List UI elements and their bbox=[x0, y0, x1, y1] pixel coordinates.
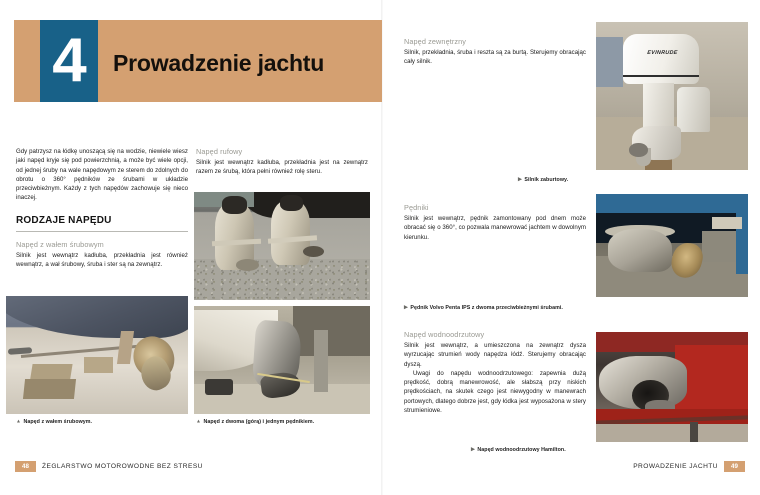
left-footer-title: ŻEGLARSTWO MOTOROWODNE BEZ STRESU bbox=[42, 463, 203, 470]
waterjet-caption-text: Napęd wodnoodrzutowy Hamilton. bbox=[477, 447, 566, 453]
pods-heading: Pędniki bbox=[404, 203, 429, 212]
right-page-number: 49 bbox=[731, 463, 738, 470]
outboard-paragraph bbox=[404, 48, 586, 67]
intro-text: Gdy patrzysz na łódkę unoszącą się na wodzie, niewiele wiesz jaki napęd kryje się pod powierzchnią, a może być wiele opcji, od jednej śruby na wale napędowym ze sterem do zdolnych do obrotu o 360° pędników ze śrubami w układzie przeciwbieżnym. Każdy z tych napędów zachowuje się nieco inaczej. bbox=[16, 148, 188, 202]
caption-triangle-icon: ▲ bbox=[196, 418, 201, 425]
outboard-text: Silnik, przekładnia, śruba i reszta są za burtą. Sterujemy obracając cały silnik. bbox=[404, 49, 586, 66]
shaft-drive-photo bbox=[6, 296, 188, 414]
pods-caption-text: Pędnik Volvo Penta IPS z dwoma przeciwbieżnymi śrubami. bbox=[410, 305, 563, 311]
volvo-penta-ips-photo bbox=[596, 194, 748, 297]
chapter-number: 4 bbox=[52, 26, 86, 95]
shaft-drive-caption bbox=[16, 419, 92, 425]
hamilton-waterjet-photo bbox=[596, 332, 748, 442]
shaft-drive-paragraph bbox=[16, 251, 188, 270]
outboard-caption-text: Silnik zaburtowy. bbox=[524, 177, 569, 183]
waterjet-text-2: Uwagi do napędu wodnoodrzutowego: zapewnia dużą prędkość, dobrą manewrowość, ale słabszą przy niskich prędkościach, na skutek czego jest niewygodny w manewrach portowych, dlatego dobrze jest, gdy łódka jest wyposażona w stery strumieniowe. bbox=[404, 369, 586, 415]
single-sterndrive-photo bbox=[194, 306, 370, 414]
shaft-drive-caption-text: Napęd z wałem śrubowym. bbox=[23, 419, 93, 425]
section-rule bbox=[16, 231, 188, 232]
waterjet-paragraph bbox=[404, 341, 586, 415]
pods-paragraph bbox=[404, 214, 586, 242]
shaft-drive-heading: Napęd z wałem śrubowym bbox=[16, 240, 104, 249]
caption-triangle-right-icon: ▶ bbox=[404, 304, 408, 311]
pods-text: Silnik jest wewnątrz, pędnik zamontowany pod dnem może obracać się o 360°, co pozwala manewrować jachtem w dowolnym kierunku. bbox=[404, 215, 586, 241]
waterjet-heading: Napęd wodnoodrzutowy bbox=[404, 330, 485, 339]
chapter-title: Prowadzenie jachtu bbox=[113, 50, 325, 76]
outboard-caption bbox=[518, 177, 568, 183]
stern-drive-paragraph bbox=[196, 158, 368, 177]
stern-drive-caption-text: Napęd z dwoma (górą) i jednym pędnikiem. bbox=[203, 419, 315, 425]
shaft-drive-text: Silnik jest wewnątrz kadłuba, przekładnia jest również wewnątrz, a wał śrubowy, śruba i ster są na zewnątrz. bbox=[16, 252, 188, 269]
stern-drive-heading: Napęd rufowy bbox=[196, 147, 243, 156]
twin-sterndrive-photo bbox=[194, 192, 370, 300]
section-heading: RODZAJE NAPĘDU bbox=[16, 215, 112, 226]
pods-caption bbox=[404, 305, 563, 311]
intro-paragraph bbox=[16, 147, 188, 203]
stern-drive-caption bbox=[196, 419, 314, 425]
outboard-brand-text: EVINRUDE bbox=[647, 50, 679, 57]
stern-drive-text: Silnik jest wewnątrz kadłuba, przekładnia jest na zewnątrz razem ze śrubą, która pełni również rolę steru. bbox=[196, 159, 368, 176]
caption-triangle-right-icon: ▶ bbox=[471, 446, 475, 453]
caption-triangle-right-icon: ▶ bbox=[518, 176, 522, 183]
evinrude-outboard-photo bbox=[596, 22, 748, 170]
right-footer-title: PROWADZENIE JACHTU bbox=[633, 463, 718, 470]
waterjet-caption bbox=[471, 447, 566, 453]
waterjet-text-1: Silnik jest wewnątrz, a umieszczona na zewnątrz dysza wyrzucając strumień wody napędza łódź. Sterujemy obracając dyszą. bbox=[404, 342, 586, 368]
outboard-heading: Napęd zewnętrzny bbox=[404, 37, 467, 46]
left-page-number: 48 bbox=[22, 463, 29, 470]
caption-triangle-icon: ▲ bbox=[16, 418, 21, 425]
